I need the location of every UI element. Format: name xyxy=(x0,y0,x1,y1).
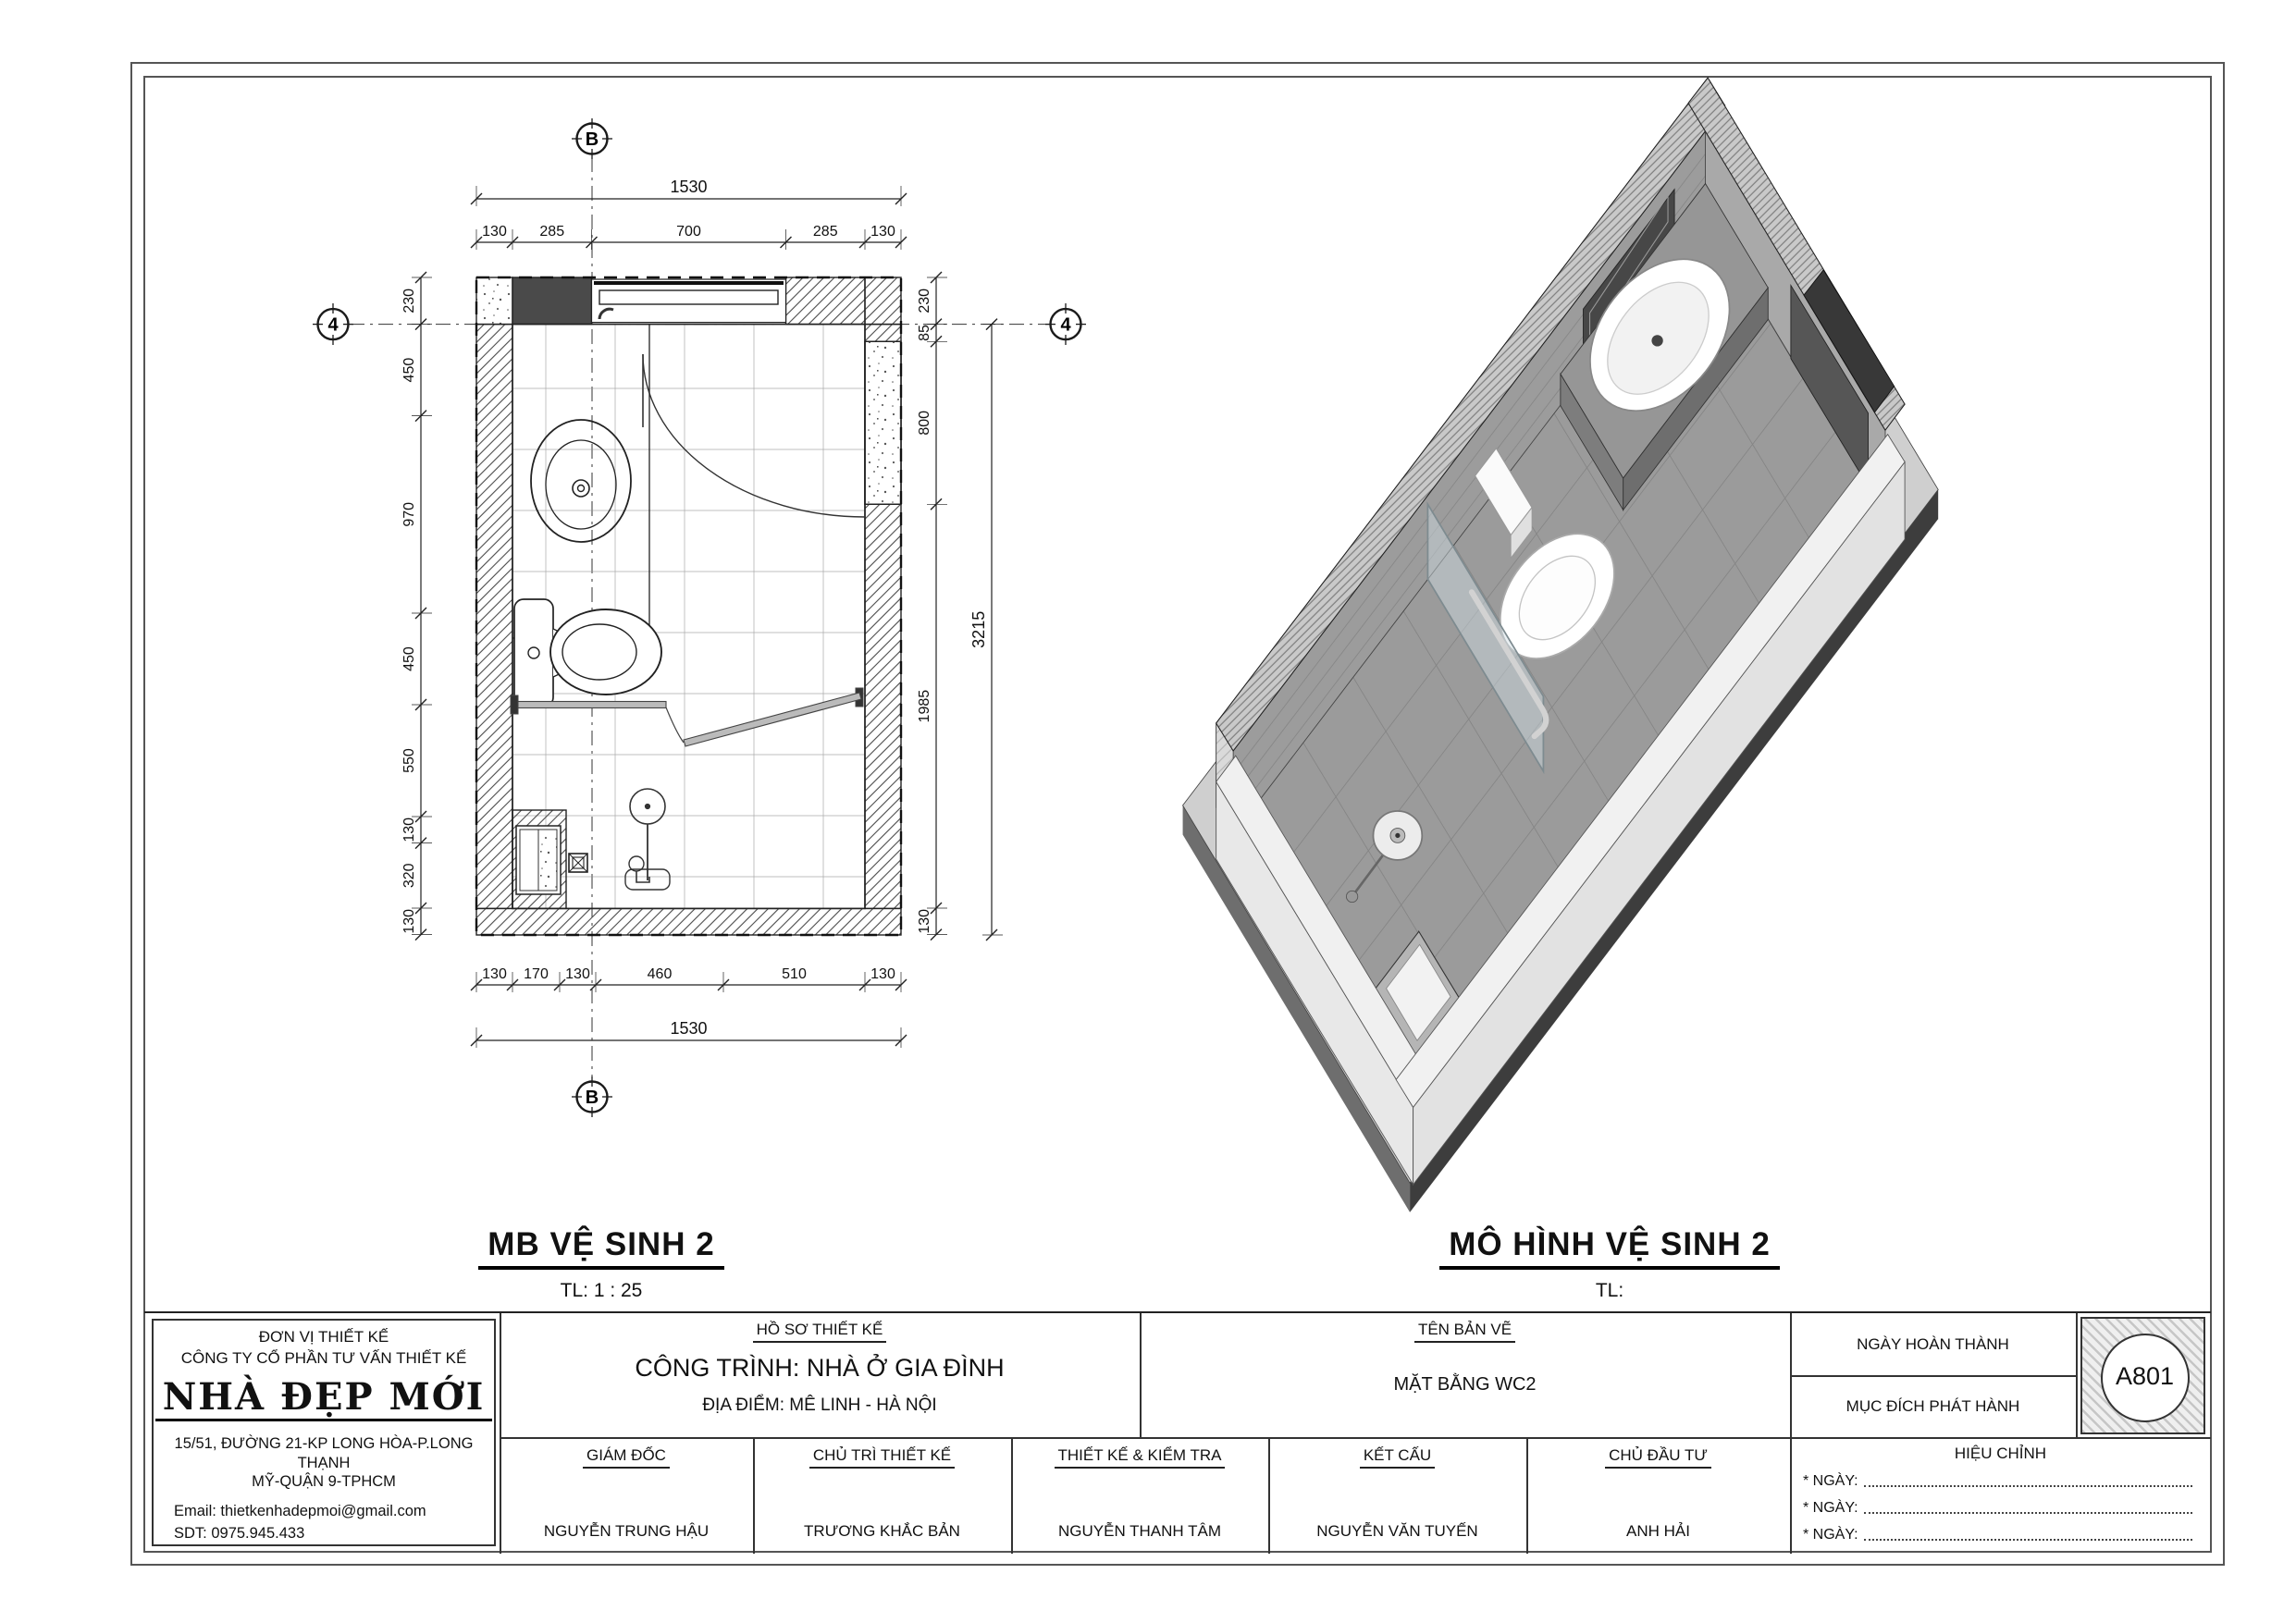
plan-scale: TL: 1 : 25 xyxy=(560,1280,643,1301)
company-brand: NHÀ ĐẸP MỚI xyxy=(155,1373,493,1421)
dim-label: 130 xyxy=(401,908,417,934)
grid-bubble-b-top xyxy=(572,118,612,159)
dim-label: 450 xyxy=(401,357,417,383)
dim-label: 230 xyxy=(401,288,417,314)
company-email: Email: thietkenhadepmoi@gmail.com xyxy=(174,1502,426,1519)
issue-purpose-cell: MỤC ĐÍCH PHÁT HÀNH xyxy=(1845,1396,2020,1415)
role-cell-director: GIÁM ĐỐC NGUYỄN TRUNG HẬU xyxy=(543,1446,710,1540)
model-scale: TL: xyxy=(1595,1280,1624,1301)
dim-label: 130 xyxy=(870,224,895,240)
shower-mixer xyxy=(625,789,670,890)
company-name: CÔNG TY CỔ PHẦN TƯ VẤN THIẾT KẾ xyxy=(180,1349,467,1367)
floor-plan xyxy=(313,118,1086,1117)
wall-niche xyxy=(516,826,561,894)
dim-label: 130 xyxy=(482,224,507,240)
dim-label: 550 xyxy=(401,748,417,773)
dim-label: 170 xyxy=(524,966,549,982)
grid-bubble-b-bottom xyxy=(572,1076,612,1117)
grid-bubble-4-left xyxy=(313,303,353,345)
drawing-name: MẶT BẰNG WC2 xyxy=(1393,1374,1537,1395)
model-title: MÔ HÌNH VỆ SINH 2 xyxy=(1369,1226,1850,1270)
role-cell-structure: KẾT CẤU NGUYỄN VĂN TUYẾN xyxy=(1316,1446,1478,1540)
dim-label: 320 xyxy=(401,863,417,889)
dossier-cell xyxy=(500,1313,1140,1437)
company-box xyxy=(152,1319,496,1546)
dim-label: 285 xyxy=(539,224,565,240)
grid-label: 4 xyxy=(1060,314,1071,336)
role-cell-investor: CHỦ ĐẦU TƯ ANH HẢI xyxy=(1526,1437,1790,1554)
sheet-code-box xyxy=(2080,1317,2205,1434)
dim-label: 3215 xyxy=(969,610,988,648)
dim-label: 1530 xyxy=(670,178,708,196)
drawing-name-label: TÊN BẢN VẼ xyxy=(1414,1321,1515,1343)
iso-model xyxy=(1183,78,1939,1212)
dim-label: 800 xyxy=(917,410,932,436)
revision-label: HIỆU CHỈNH xyxy=(1954,1445,2047,1462)
date-complete-cell: NGÀY HOÀN THÀNH xyxy=(1857,1334,2009,1353)
dim-label: 130 xyxy=(870,966,895,982)
grid-label: 4 xyxy=(327,314,339,336)
dim-label: 1530 xyxy=(670,1019,708,1038)
dossier-label: HỒ SƠ THIẾT KẾ xyxy=(753,1321,887,1343)
window-symbol xyxy=(592,279,786,323)
dim-label: 285 xyxy=(812,224,838,240)
drawing-name-cell xyxy=(1140,1313,1790,1437)
role-cell-lead-designer: CHỦ TRÌ THIẾT KẾ TRƯƠNG KHẮC BẢN xyxy=(804,1446,960,1540)
sink xyxy=(512,325,649,638)
project-name: CÔNG TRÌNH: NHÀ Ở GIA ĐÌNH xyxy=(635,1354,1005,1382)
dim-label: 460 xyxy=(647,966,673,982)
company-address: 15/51, ĐƯỜNG 21-KP LONG HÒA-P.LONG THẠNH MỸ-QUẬN 9-TPHCM xyxy=(174,1435,474,1491)
dim-label: 970 xyxy=(401,501,417,527)
title-block xyxy=(144,1311,2211,1552)
plan-title: MB VỆ SINH 2 xyxy=(435,1226,768,1270)
project-location: ĐỊA ĐIỂM: MÊ LINH - HÀ NỘI xyxy=(702,1396,937,1415)
dim-label: 510 xyxy=(782,966,807,982)
toilet xyxy=(514,599,661,707)
dim-label: 130 xyxy=(917,908,932,934)
dim-label: 700 xyxy=(676,224,701,240)
grid-label: B xyxy=(585,1088,599,1108)
shower-partition xyxy=(511,688,863,746)
dim-label: 1985 xyxy=(917,689,932,723)
company-label: ĐƠN VỊ THIẾT KẾ xyxy=(258,1328,389,1346)
floor-drain xyxy=(569,854,587,872)
company-phone: SDT: 0975.945.433 xyxy=(174,1524,305,1542)
sheet-code: A801 xyxy=(2101,1334,2190,1422)
dim-label: 130 xyxy=(565,966,590,982)
dim-label: 230 xyxy=(917,288,932,314)
dim-label: 85 xyxy=(917,325,932,341)
dim-label: 450 xyxy=(401,646,417,671)
role-cell-design-check: THIẾT KẾ & KIỂM TRA NGUYỄN THANH TÂM xyxy=(1011,1437,1268,1554)
grid-label: B xyxy=(585,129,599,150)
grid-bubble-4-right xyxy=(1045,303,1086,345)
revision-cell: HIỆU CHỈNH * NGÀY: * NGÀY: * NGÀY: xyxy=(1790,1437,2211,1554)
dim-label: 130 xyxy=(401,817,417,842)
dim-label: 130 xyxy=(482,966,507,982)
